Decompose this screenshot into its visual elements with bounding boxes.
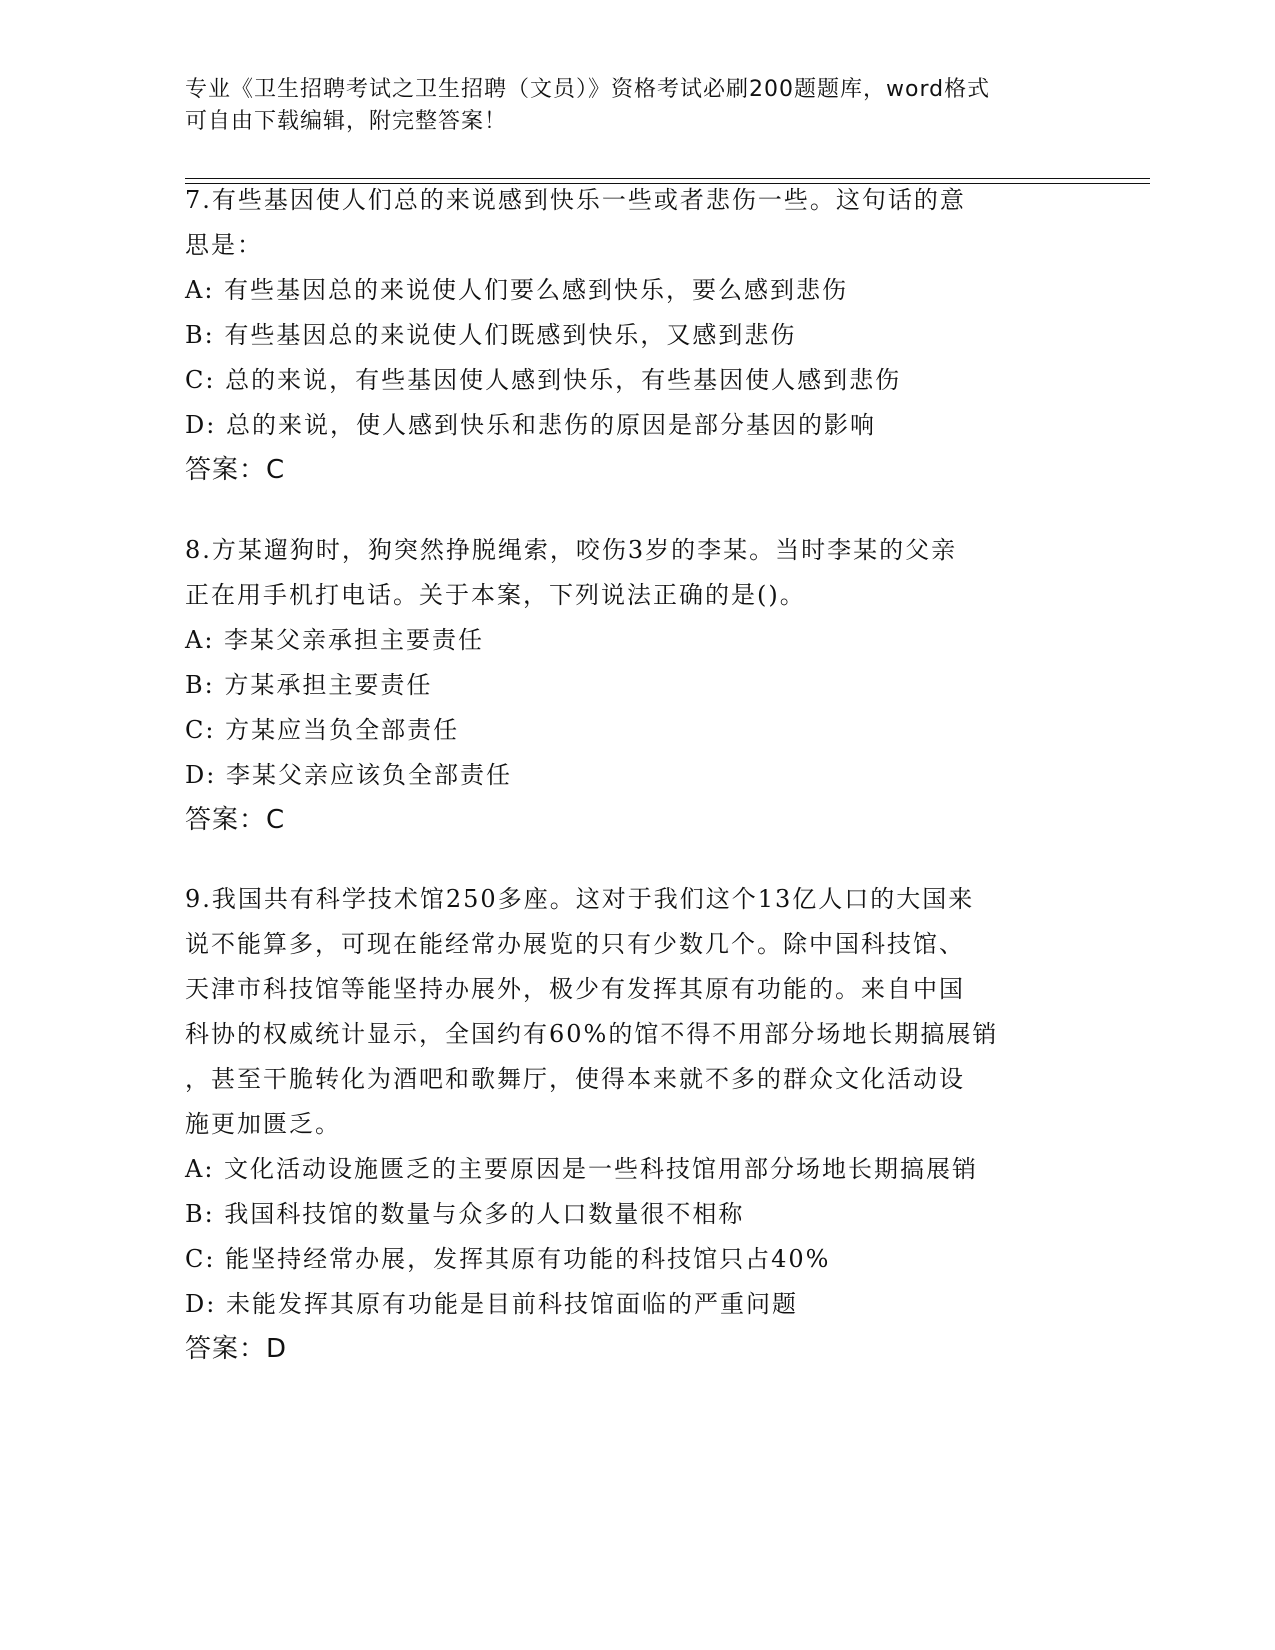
option-list [185,1147,1085,1327]
document-header [185,74,1065,138]
option-b: B: 有些基因总的来说使人们既感到快乐，又感到悲伤 [185,321,797,349]
question-stem [185,528,1085,618]
stem-line: 8.方某遛狗时，狗突然挣脱绳索，咬伤3岁的李某。当时李某的父亲 [185,536,958,564]
option-d: D: 未能发挥其原有功能是目前科技馆面临的严重问题 [185,1290,798,1318]
option-c: C: 能坚持经常办展，发挥其原有功能的科技馆只占40% [185,1245,831,1273]
stem-line: ，甚至干脆转化为酒吧和歌舞厅，使得本来就不多的群众文化活动设 [185,1065,965,1093]
option-d: D: 总的来说，使人感到快乐和悲伤的原因是部分基因的影响 [185,411,876,439]
answer-label: 答案：D [185,1334,288,1364]
header-line-2: 可自由下载编辑，附完整答案！ [185,109,508,134]
answer-label: 答案：C [185,455,286,485]
option-b: B: 方某承担主要责任 [185,671,433,699]
stem-line: 正在用手机打电话。关于本案，下列说法正确的是()。 [185,581,806,609]
question-7 [185,178,1085,493]
answer-label: 答案：C [185,805,286,835]
question-stem [185,178,1085,268]
question-9 [185,877,1085,1372]
stem-line: 天津市科技馆等能坚持办展外，极少有发挥其原有功能的。来自中国 [185,975,965,1003]
question-stem [185,877,1085,1147]
option-d: D: 李某父亲应该负全部责任 [185,761,512,789]
stem-line: 7.有些基因使人们总的来说感到快乐一些或者悲伤一些。这句话的意 [185,186,966,214]
question-8 [185,528,1085,843]
option-a: A: 李某父亲承担主要责任 [185,626,485,654]
stem-line: 施更加匮乏。 [185,1110,341,1138]
option-a: A: 文化活动设施匮乏的主要原因是一些科技馆用部分场地长期搞展销 [185,1155,979,1183]
stem-line: 说不能算多，可现在能经常办展览的只有少数几个。除中国科技馆、 [185,930,965,958]
option-a: A: 有些基因总的来说使人们要么感到快乐，要么感到悲伤 [185,276,849,304]
option-list [185,268,1085,448]
option-c: C: 总的来说，有些基因使人感到快乐，有些基因使人感到悲伤 [185,366,902,394]
option-c: C: 方某应当负全部责任 [185,716,460,744]
stem-line: 思是： [185,231,263,259]
header-line-1: 专业《卫生招聘考试之卫生招聘（文员）》资格考试必刷200题题库，word格式 [185,77,991,102]
option-list [185,618,1085,798]
option-b: B: 我国科技馆的数量与众多的人口数量很不相称 [185,1200,745,1228]
stem-line: 科协的权威统计显示，全国约有60%的馆不得不用部分场地长期搞展销 [185,1020,999,1048]
stem-line: 9.我国共有科学技术馆250多座。这对于我们这个13亿人口的大国来 [185,885,975,913]
